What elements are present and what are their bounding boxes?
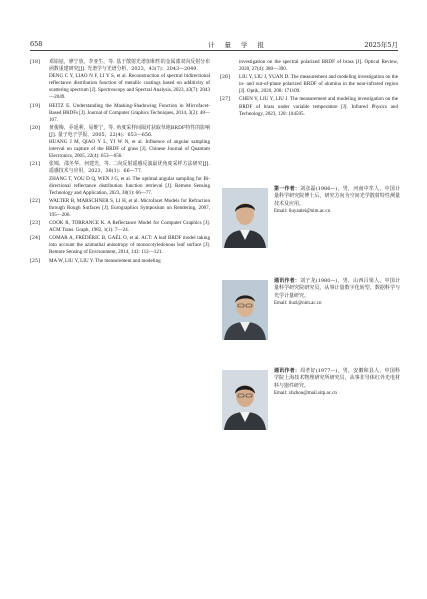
reference-text-en: HUANG J M, QIAO Y L, YI W N, et al. Influence of angular sampling interval on capture of the BRDF of grass [J]. Chinese Journal of Quantum Electronics, 2005, 22(4): 653—656. [49,139,210,160]
reference-number: [27] [220,96,231,103]
author-bio-corresponding-1 [222,278,400,358]
reference-item [30,161,210,196]
reference-item [220,59,398,73]
page-header [30,39,398,51]
reference-text-cn: 张锦，邵冬华，何建光，等. 二向反射遥感反演最优角度采样方法研究[J]. 遥感技术与应用，2023，38(1)：66—77. [49,161,210,175]
reference-text-en: DENG C Y, LIAO N F, LI Y S, et al. Reconstruction of spectral bidirectional reflectance distribution function of metallic coatings based on additivity of scattering spectrum [J]. Spectroscopy and Spectral Analysis, 2023, 43(7): 2043—2049. [49,73,210,101]
reference-number: [18] [30,59,41,65]
author-bio-text: 刘彦磊(1986—)，男，河南中牟人，中国计量科学研究院博士后，研究方向为空间光学散射特性测量技术及应用。 [274,186,400,207]
journal-title: 计量学报 [208,41,274,49]
author-bio-text: 周孝好(1977—)，男，安徽和县人，中国科学院上海技术物理研究所研究员，从事非导体红外光电材料与器件研究。 [274,368,400,389]
reference-text-en: COOK R, TORRANCE K. A Reflectance Model for Computer Graphics [J]. ACM Trans. Graph, 1982, 1(1): 7—24. [49,220,210,234]
author-role-label: 通讯作者： [274,368,301,374]
reference-number: [22] [30,197,41,204]
issue-date: 2025年5月 [364,41,398,49]
reference-text-cn: 邓铂铉，廖宁放，李亚生，等. 基于散射光谱加和性的金属漆双向反射分布函数重建研究[J]. 光谱学与光谱分析，2023，43(7)：2043—2049. [49,59,210,73]
reference-item [30,198,210,219]
reference-item [30,235,210,256]
author-role-label: 通讯作者： [274,278,301,284]
reference-text-cn: 黄俊梅，乔延利，易维宁，等. 角度采样间隔对获取草地BRDF特性的影响[J]. 量子电子学报，2005，22(4)：653—656. [49,124,210,138]
author-photo [222,188,268,248]
reference-number: [23] [30,220,41,227]
reference-number: [19] [30,102,41,109]
author-email: Email: liuzl@nim.ac.cn [274,301,322,307]
reference-number: [26] [220,74,231,81]
author-photo [222,370,268,430]
reference-column-left [30,59,210,266]
author-bio-first [222,186,400,266]
reference-text-en: LIU Y, LIU J, YUAN D. The measurement and modeling investigation on the in- and out-of-plane polarized BRDF of alumina in the near-infrared region [J]. Optik, 2020, 208: 171109. [239,74,398,95]
reference-text-en: investigation on the spectral polarized BRDF of brass [J]. Optical Review, 2020, 27(4): 380—390. [239,59,398,73]
reference-item [220,96,398,117]
reference-column-right [220,59,398,119]
author-photo [222,280,268,340]
reference-item [220,74,398,95]
reference-number: [21] [30,161,41,168]
author-email: Email: liuyanlei@nim.ac.cn [274,209,331,215]
reference-text-en: WALTER B, MARSCHNER S, LI H, et al. Microfacet Models for Refraction through Rough Surfaces [J]. Eurographics Symposium on Rendering, 2007, 195—206. [49,197,210,218]
author-bio-text: 刘子龙(1980—)，男，山西吕梁人，中国计量科学研究院研究员，从事计量数字化转型、数据科学与光学计量研究。 [274,278,400,299]
reference-item [30,258,210,265]
reference-item [30,220,210,234]
author-role-label: 第一作者： [274,186,301,192]
reference-item [30,59,210,102]
reference-item [30,103,210,124]
reference-text-en: MA W, LIU Y, LIU Y. The measurement and modeling [49,257,161,264]
reference-number: [20] [30,124,41,131]
reference-text-en: COMAR A, FRÉDÉRIC B, GAËL O, et al. ACT: A leaf BRDF model taking into account the azimuthal anisotropy of monocotyledonous leaf surface [J]. Remote Sensing of Environment, 2014, 143: 112—121. [49,235,210,256]
author-email: Email: xhzhou@mail.sitp.ac.cn [274,391,337,397]
author-bio-corresponding-2 [222,368,400,448]
page-number: 658 [30,40,43,48]
reference-item [30,125,210,160]
reference-text-en: CHEN Y, LIU Y, LIU J. The measurement and modeling investigation on the BRDF of brass under variable temperature [J]. Infrared Physics and Technology, 2023, 128: 104505. [239,96,398,117]
reference-number: [25] [30,257,41,264]
reference-text-en: HEITZ E. Understanding the Masking-Shadowing Function in Microfacet-Based BRDFs [J]. Journal of Computer Graphics Techniques, 2014, 3(2): 48—107. [49,102,210,123]
reference-text-en: ZHANG T, YOU D Q, WEN J G, et al. The optimal angular sampling for Bi-directional reflectance distribution function retrieval [J]. Remote Sensing Technology and Application, 2023, 38(1): 66—77. [49,175,210,196]
reference-number: [24] [30,235,41,242]
